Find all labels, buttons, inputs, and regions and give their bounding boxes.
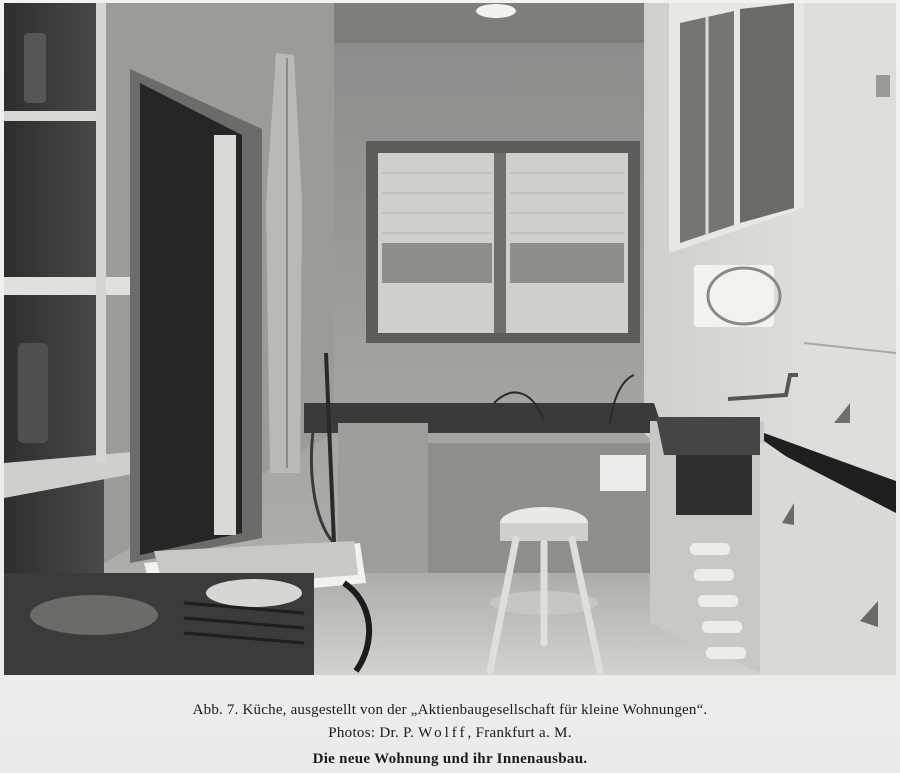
photo-credit-location: , Frankfurt a. M.: [467, 725, 572, 741]
kitchen-photo-illustration: [4, 3, 896, 675]
kitchen-photograph: [4, 3, 896, 675]
publication-title: Die neue Wohnung und ihr Innenausbau.: [312, 751, 588, 767]
photo-credit-prefix: Photos: Dr. P.: [328, 725, 419, 741]
photo-credit: [0, 725, 900, 742]
photographer-name: Wolff: [418, 725, 468, 741]
figure-caption: Abb. 7. Küche, ausgestellt von der „Aktienbaugesellschaft für kleine Wohnungen“.: [192, 702, 708, 718]
